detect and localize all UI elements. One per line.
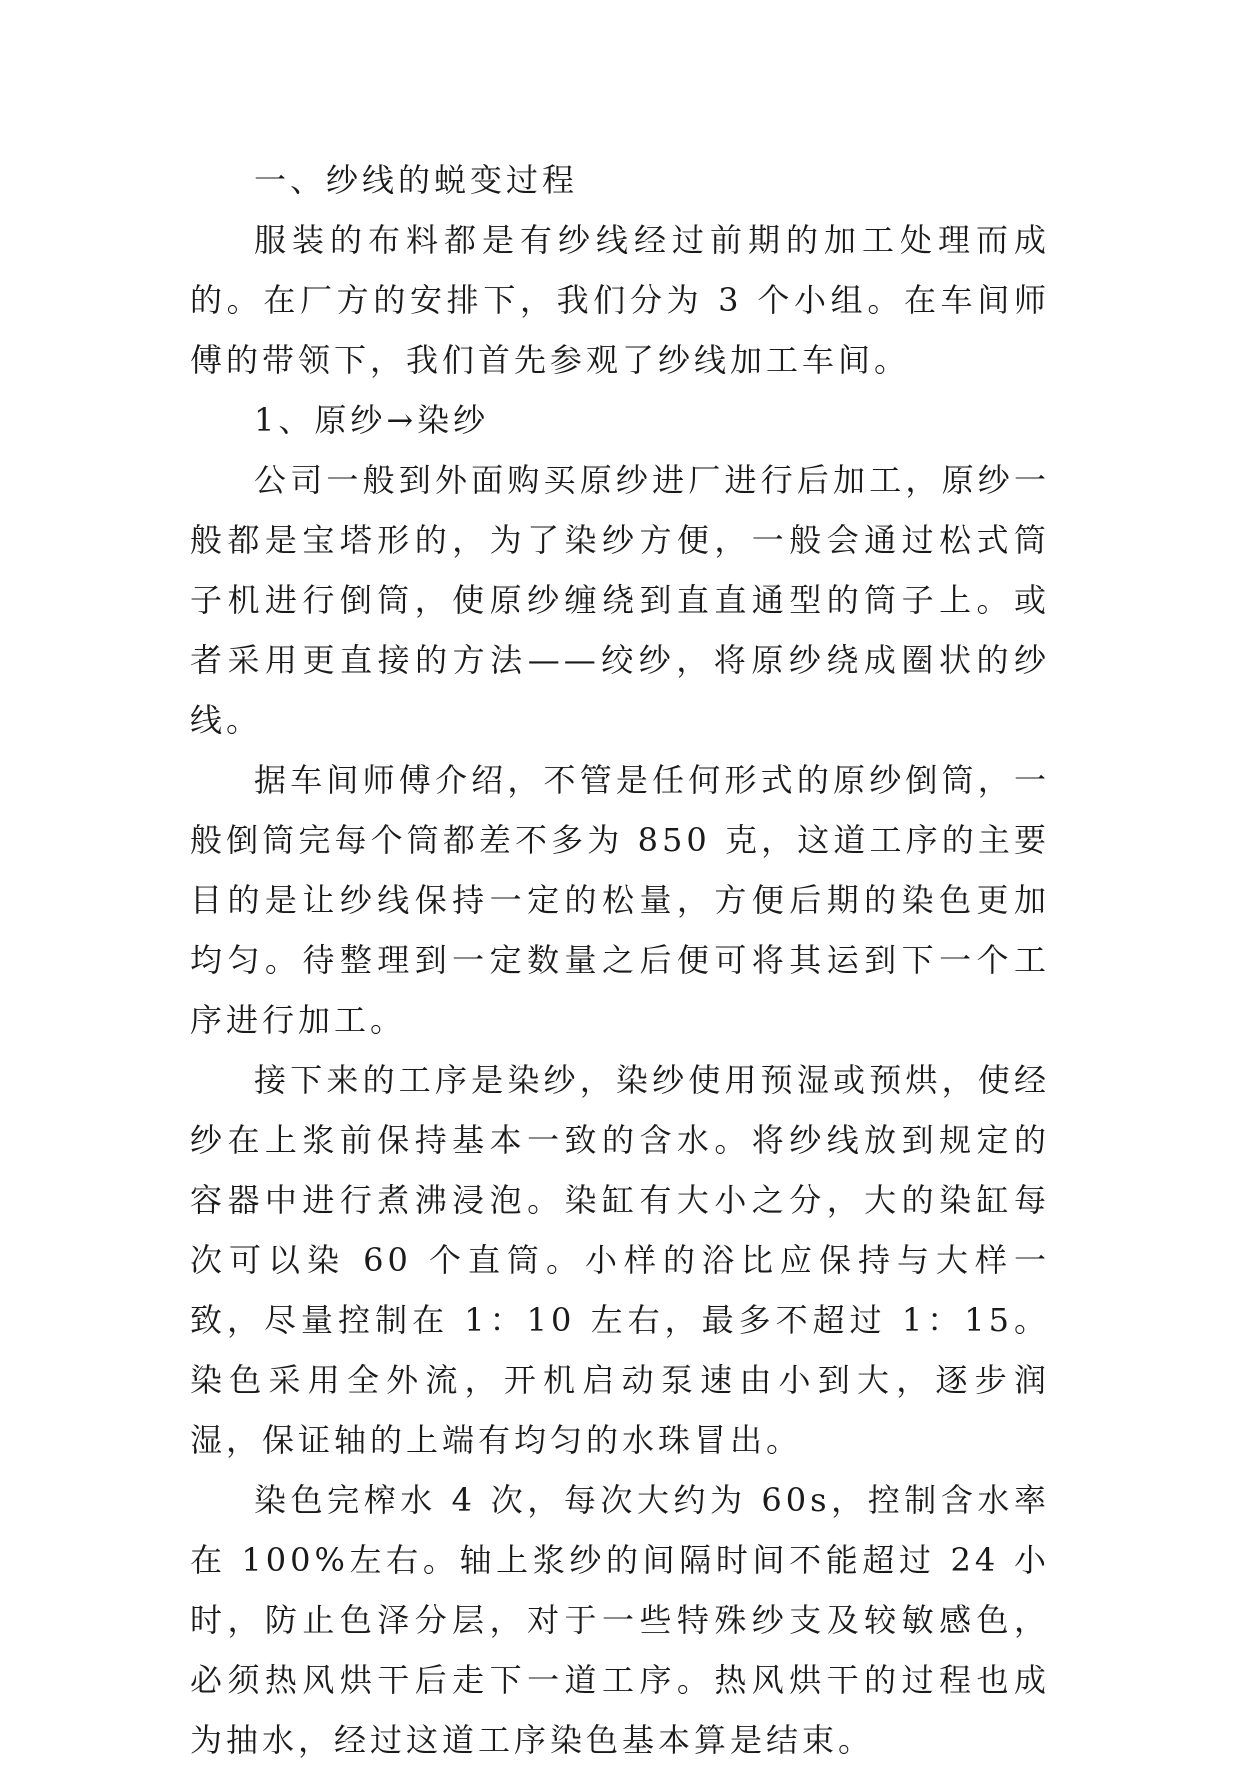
paragraph: 染色完榨水 4 次，每次大约为 60s，控制含水率在 100%左右。轴上浆纱的间隔时间不能超过 24 小时，防止色泽分层，对于一些特殊纱支及较敏感色，必须热风烘干后走下一道工序。热风烘干的过程也成为抽水，经过这道工序染色基本算是结束。 (190, 1481, 1050, 1759)
document-body (190, 150, 1050, 1770)
subsection-heading: 1、原纱→染纱 (254, 401, 490, 439)
paragraph: 据车间师傅介绍，不管是任何形式的原纱倒筒，一般倒筒完每个筒都差不多为 850 克，这道工序的主要目的是让纱线保持一定的松量，方便后期的染色更加均匀。待整理到一定数量之后便可将其运到下一个工序进行加工。 (190, 761, 1050, 1039)
section-heading: 一、纱线的蜕变过程 (254, 161, 579, 199)
paragraph: 公司一般到外面购买原纱进厂进行后加工，原纱一般都是宝塔形的，为了染纱方便，一般会通过松式筒子机进行倒筒，使原纱缠绕到直直通型的筒子上。或者采用更直接的方法——绞纱，将原纱绕成圈状的纱线。 (190, 461, 1050, 739)
paragraph: 服装的布料都是有纱线经过前期的加工处理而成的。在厂方的安排下，我们分为 3 个小组。在车间师傅的带领下，我们首先参观了纱线加工车间。 (190, 221, 1050, 379)
paragraph: 接下来的工序是染纱，染纱使用预湿或预烘，使经纱在上浆前保持基本一致的含水。将纱线放到规定的容器中进行煮沸浸泡。染缸有大小之分，大的染缸每次可以染 60 个直筒。小样的浴比应保持与大样一致，尽量控制在 1：10 左右，最多不超过 1：15。染色采用全外流，开机启动泵速由小到大，逐步润湿，保证轴的上端有均匀的水珠冒出。 (190, 1061, 1050, 1459)
